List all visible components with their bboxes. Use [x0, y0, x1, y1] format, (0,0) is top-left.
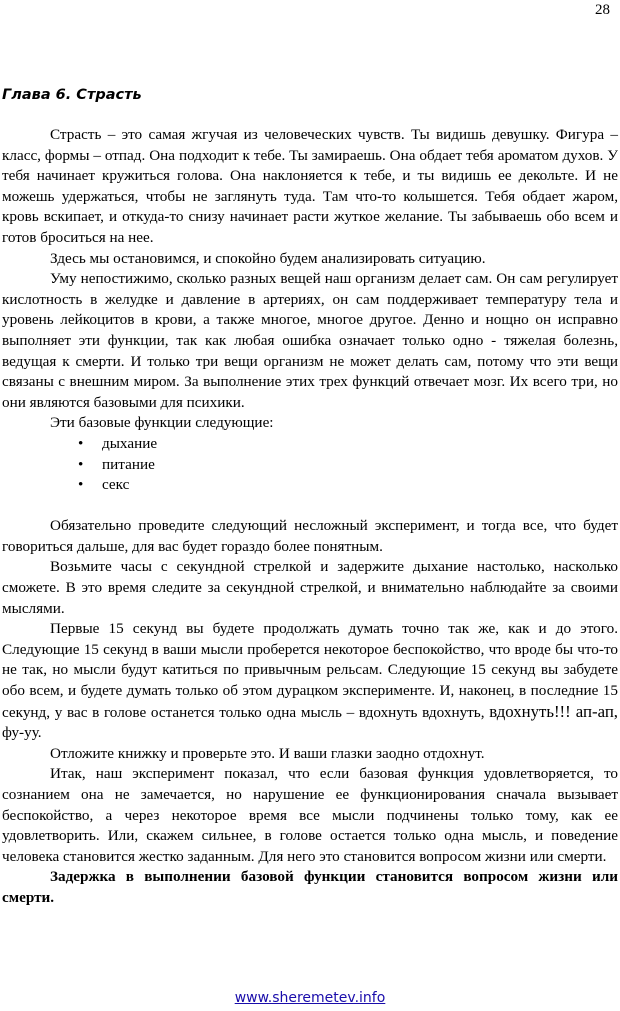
- list-item: [78, 455, 618, 476]
- page-number: 28: [595, 2, 610, 18]
- list-item-label: секс: [102, 476, 130, 494]
- paragraph-organism: Уму непостижимо, сколько разных вещей наш организм делает сам. Он сам регулирует кислотность в желудке и давление в артериях, он сам поддерживает температуру тела и уровень лейкоцитов в крови, а также многое, многое другое. Денно и нощно он исправно выполняет эти функции, так как любая ошибка означает только одно - тяжелая болезнь, ведущая к смерти. И только три вещи организм не может делать сам, потому что эти вещи связаны с внешним миром. За выполнение этих трех функций отвечает мозг. Их всего три, но они являются базовыми для психики.: [2, 270, 618, 411]
- list-item: [78, 475, 618, 496]
- bullet-icon: •: [78, 455, 84, 473]
- spacer: [2, 496, 618, 517]
- paragraph-conclusion-text: Итак, наш эксперимент показал, что если базовая функция удовлетворяется, то сознанием она не замечается, но нарушение ее функционирования сначала вызывает беспокойство, а через некоторое время все мысли подчинены только тому, как ее удовлетворить. Или, скажем сильнее, в голове остается только одна мысль, и поведение человека становится жестко заданным. Для него это становится вопросом жизни или смерти.: [2, 765, 618, 865]
- paragraph-15-main: Первые 15 секунд вы будете продолжать думать точно так же, как и до этого. Следующие 15 секунд в ваши мысли проберется некоторое беспокойство, что вроде бы что-то не так, но мысли будут катиться по привычным рельсам. Следующие 15 секунд вы забудете обо всем, и будете думать только об этом дурацком эксперименте. И, наконец, в последние 15 секунд, у вас в голове останется только одна мысль – вдохнуть вдохнуть,: [2, 620, 618, 721]
- base-functions-list: [2, 434, 618, 496]
- paragraph-put-aside: Отложите книжку и проверьте это. И ваши глазки заодно отдохнут.: [50, 744, 485, 762]
- paragraph-watch: Возьмите часы с секундной стрелкой и задержите дыхание настолько, насколько сможете. В это время следите за секундной стрелкой, и внимательно наблюдайте за своими мыслями.: [2, 558, 618, 617]
- footer-website-link[interactable]: www.sheremetev.info: [234, 990, 386, 1006]
- paragraph-passion-intro: Страсть – это самая жгучая из человеческих чувств. Ты видишь девушку. Фигура – класс, формы – отпад. Она подходит к тебе. Ты замираешь. Она обдает тебя ароматом духов. У тебя начинает кружиться голова. Она наклоняется к тебе, и ты видишь ее декольте. И не можешь удержаться, чтобы не заглянуть туда. Там что-то колышется. Тебя обдает жаром, кровь вскипает, и откуда-то снизу начинает расти жуткое желание. Ты забываешь обо всем и готов броситься на нее.: [2, 126, 618, 246]
- chapter-title: Глава 6. Страсть: [2, 87, 142, 103]
- list-item: [78, 434, 618, 455]
- bullet-icon: •: [78, 434, 84, 452]
- paragraph-base-functions: Эти базовые функции следующие:: [50, 414, 274, 432]
- paragraph-15-emphasis: вдохнуть!!! ап-ап,: [489, 701, 618, 721]
- paragraph-stop: Здесь мы остановимся, и спокойно будем анализировать ситуацию.: [50, 249, 486, 267]
- list-item-label: дыхание: [102, 434, 158, 452]
- paragraph-15-tail: фу-уу.: [2, 724, 42, 742]
- bullet-icon: •: [78, 476, 84, 494]
- paragraph-15-seconds: [2, 619, 618, 744]
- paragraph-experiment: Обязательно проведите следующий несложный эксперимент, и тогда все, что будет говориться дальше, для вас будет гораздо более понятным.: [2, 517, 618, 555]
- paragraph-bold-conclusion: Задержка в выполнении базовой функции становится вопросом жизни или смерти.: [2, 868, 618, 906]
- list-item-label: питание: [102, 455, 155, 473]
- body-text: [2, 125, 618, 909]
